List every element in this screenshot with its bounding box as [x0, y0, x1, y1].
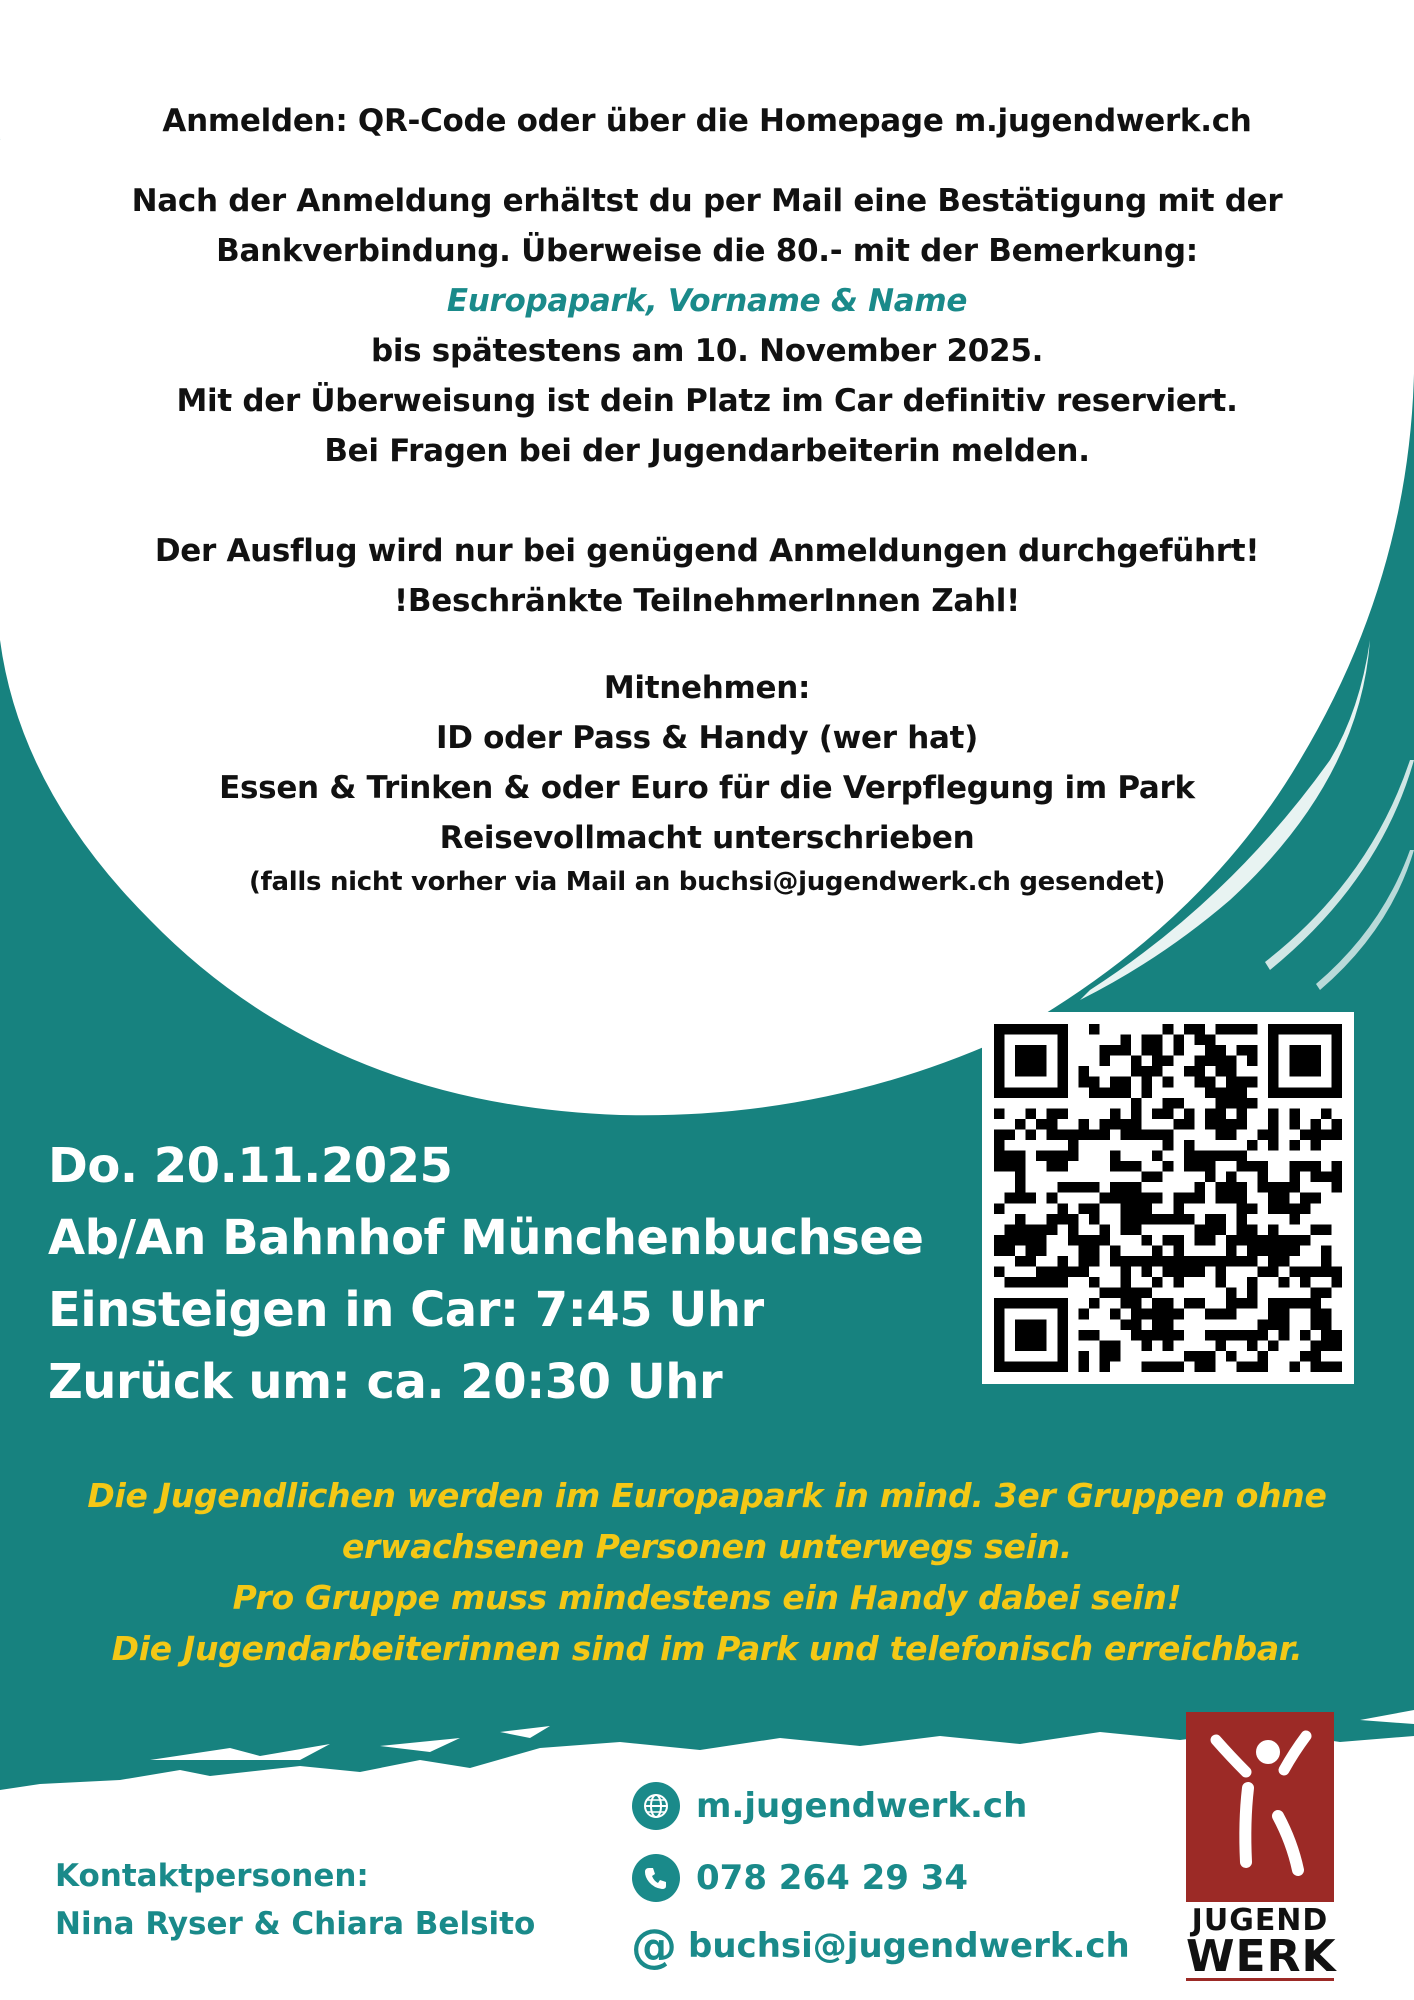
event-return: Zurück um: ca. 20:30 Uhr	[48, 1354, 723, 1410]
event-date: Do. 20.11.2025	[48, 1138, 453, 1194]
signup-headline: Anmelden: QR-Code oder über die Homepage m.jugendwerk.ch	[162, 103, 1252, 139]
bring-item-food: Essen & Trinken & oder Euro für die Verpflegung im Park	[219, 770, 1195, 806]
payment-questions: Bei Fragen bei der Jugendarbeiterin melden.	[324, 433, 1090, 469]
event-details	[48, 1130, 923, 1418]
notice-minimum: Der Ausflug wird nur bei genügend Anmeldungen durchgeführt!	[154, 533, 1260, 569]
bring-section	[0, 663, 1414, 901]
event-place: Ab/An Bahnhof Münchenbuchsee	[48, 1210, 924, 1266]
info-line-3: Pro Gruppe muss mindestens ein Handy dabei sein!	[232, 1578, 1182, 1617]
payment-deadline: bis spätestens am 10. November 2025.	[370, 333, 1044, 369]
website-text: m.jugendwerk.ch	[696, 1786, 1028, 1826]
payment-line-1: Nach der Anmeldung erhältst du per Mail eine Bestätigung mit der	[131, 183, 1283, 219]
bring-item-id: ID oder Pass & Handy (wer hat)	[436, 720, 978, 756]
logo-figure	[1186, 1712, 1334, 1902]
notice-limited: !Beschränkte TeilnehmerInnen Zahl!	[394, 583, 1020, 619]
website-link[interactable]	[632, 1782, 1027, 1830]
info-line-1: Die Jugendlichen werden im Europapark in mind. 3er Gruppen ohne	[87, 1476, 1327, 1515]
globe-icon	[632, 1782, 680, 1830]
bring-note: (falls nicht vorher via Mail an buchsi@jugendwerk.ch gesendet)	[248, 867, 1166, 897]
logo-wordmark: JUGEND WERK	[1186, 1903, 1337, 1982]
phone-text: 078 264 29 34	[696, 1858, 969, 1898]
phone-icon	[632, 1854, 680, 1902]
contact-label: Kontaktpersonen:	[55, 1858, 369, 1894]
email-text: buchsi@jugendwerk.ch	[688, 1926, 1130, 1966]
payment-remark: Europapark, Vorname & Name	[446, 283, 968, 319]
notice-section	[0, 526, 1414, 626]
jugendwerk-logo	[1186, 1712, 1337, 1982]
at-icon: @	[631, 1919, 677, 1973]
contact-persons	[55, 1852, 535, 1948]
signup-section	[0, 96, 1414, 146]
payment-reservation: Mit der Überweisung ist dein Platz im Car definitiv reserviert.	[176, 383, 1238, 419]
bring-item-authorization: Reisevollmacht unterschrieben	[439, 820, 975, 856]
registration-qr-code[interactable]	[982, 1012, 1354, 1384]
contact-names: Nina Ryser & Chiara Belsito	[55, 1906, 536, 1942]
payment-section	[0, 176, 1414, 476]
email-link[interactable]	[631, 1919, 1130, 1973]
phone-link[interactable]	[632, 1854, 968, 1902]
payment-line-2: Bankverbindung. Überweise die 80.- mit der Bemerkung:	[216, 233, 1198, 269]
info-line-2: erwachsenen Personen unterwegs sein.	[341, 1527, 1073, 1566]
group-info	[0, 1470, 1414, 1674]
info-line-4: Die Jugendarbeiterinnen sind im Park und telefonisch erreichbar.	[111, 1629, 1303, 1668]
event-boarding: Einsteigen in Car: 7:45 Uhr	[48, 1282, 764, 1338]
bring-title: Mitnehmen:	[603, 670, 811, 706]
